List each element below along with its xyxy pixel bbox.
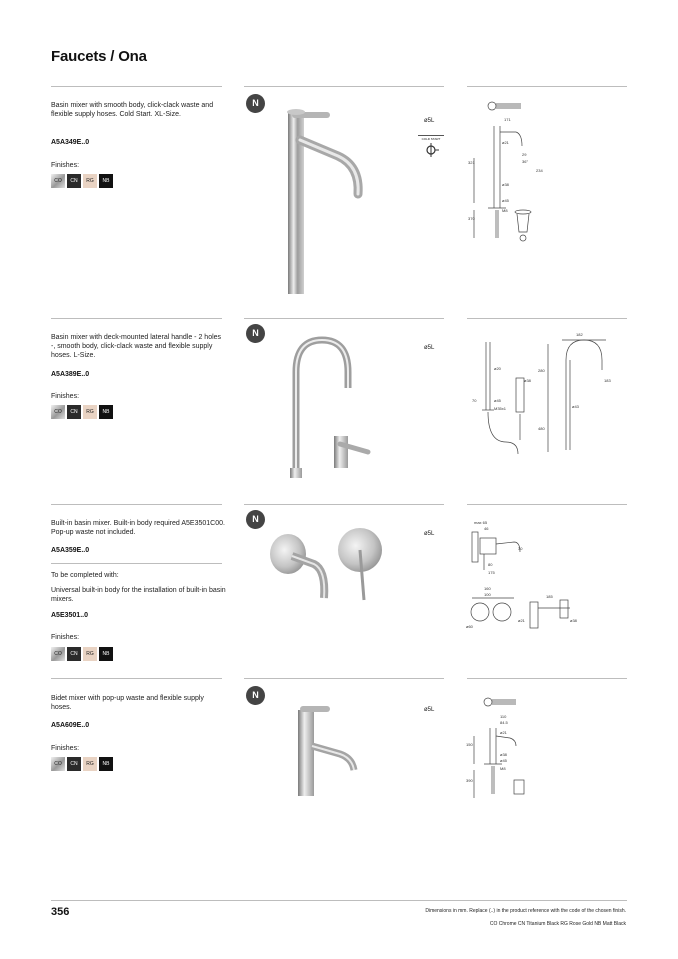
dimension-label: 171 xyxy=(504,117,511,122)
finish-swatch-cn[interactable]: CN xyxy=(67,647,81,661)
divider xyxy=(244,86,444,87)
technical-drawing-4 xyxy=(466,694,566,804)
dimension-label: 100 xyxy=(484,592,491,597)
water-saving-icon: ø5L xyxy=(424,707,435,713)
finish-swatch-cn[interactable]: CN xyxy=(67,174,81,188)
divider xyxy=(51,318,222,319)
divider xyxy=(51,86,222,87)
dimension-label: 280 xyxy=(538,368,545,373)
divider xyxy=(244,504,444,505)
finishes-label: Finishes: xyxy=(51,393,80,400)
dimension-label: ø45 xyxy=(500,758,507,763)
divider xyxy=(467,318,627,319)
dimension-label: 183 xyxy=(604,378,611,383)
dimension-label: 370 xyxy=(468,216,475,221)
divider xyxy=(467,678,627,679)
product-description: Basin mixer with smooth body, click-clack waste and flexible supply hoses. Cold Start. XL-Size. xyxy=(51,102,214,118)
finish-swatches xyxy=(51,174,113,188)
finish-swatch-nb[interactable]: NB xyxy=(99,405,113,419)
new-badge: N xyxy=(246,324,265,343)
product-reference: A5A359E..0 xyxy=(51,547,90,554)
product-photo-l-basin-mixer xyxy=(280,332,420,482)
water-saving-icon: ø5L xyxy=(424,345,435,351)
finish-swatch-co[interactable]: CO xyxy=(51,405,65,419)
complement-description: Universal built-in body for the installation of built-in basin mixers. xyxy=(51,587,226,603)
dimension-label: 110 xyxy=(500,714,507,719)
divider xyxy=(51,504,222,505)
water-saving-icon: ø5L xyxy=(424,531,435,537)
dimension-label: ø20 xyxy=(494,366,501,371)
dimension-label: ø21 xyxy=(502,140,509,145)
dimension-label: 185 xyxy=(546,594,553,599)
product-description: Built-in basin mixer. Built-in body required A5E3501C00. Pop-up waste not included. xyxy=(51,520,225,536)
dimension-label: ø38 xyxy=(570,618,577,623)
complement-label: To be completed with: xyxy=(51,572,119,579)
dimension-label: 29 xyxy=(522,152,527,157)
dimension-label: max 65 xyxy=(474,520,488,525)
cold-start-icon xyxy=(424,142,440,158)
finish-swatch-rg[interactable]: RG xyxy=(83,174,97,188)
product-photo-bidet-mixer xyxy=(284,700,374,800)
page-title: Faucets / Ona xyxy=(51,48,147,65)
dimension-label: ø43 xyxy=(572,404,579,409)
technical-drawing-1 xyxy=(466,98,546,260)
finish-swatches xyxy=(51,405,113,419)
finish-swatch-co[interactable]: CO xyxy=(51,647,65,661)
dimension-label: ø21 xyxy=(518,618,525,623)
product-photo-xl-basin-mixer xyxy=(270,100,410,296)
finishes-label: Finishes: xyxy=(51,745,80,752)
dimension-label: 84.5 xyxy=(500,720,508,725)
dimension-label: 80 xyxy=(488,562,493,567)
dimension-label: ø38 xyxy=(524,378,531,383)
divider xyxy=(51,678,222,679)
footer-note: Dimensions in mm. Replace (..) in the product reference with the code of the chosen finish. xyxy=(425,908,626,914)
finish-swatch-nb[interactable]: NB xyxy=(99,647,113,661)
dimension-label: ø38 xyxy=(500,752,507,757)
finish-swatches xyxy=(51,647,113,661)
dimension-label: 480 xyxy=(538,426,545,431)
dimension-label: 390 xyxy=(466,778,473,783)
finish-swatch-nb[interactable]: NB xyxy=(99,757,113,771)
finish-swatch-rg[interactable]: RG xyxy=(83,757,97,771)
dimension-label: M35x1 xyxy=(494,406,507,411)
complement-reference: A5E3501..0 xyxy=(51,612,88,619)
divider xyxy=(51,563,222,564)
water-saving-icon: ø5L xyxy=(424,118,435,124)
finish-swatch-cn[interactable]: CN xyxy=(67,757,81,771)
dimension-label: ø45 xyxy=(494,398,501,403)
page-number: 356 xyxy=(51,906,70,918)
finishes-label: Finishes: xyxy=(51,634,80,641)
dimension-label: 46 xyxy=(484,526,489,531)
product-photo-built-in-basin-mixer xyxy=(268,520,398,602)
finish-swatch-nb[interactable]: NB xyxy=(99,174,113,188)
dimension-label: 36° xyxy=(522,159,529,164)
product-description: Bidet mixer with pop-up waste and flexible supply hoses. xyxy=(51,695,204,711)
cold-start-label: COLD START xyxy=(418,135,444,141)
dimension-label: 182 xyxy=(576,332,583,337)
dimension-label: 175 xyxy=(488,570,495,575)
finish-swatch-co[interactable]: CO xyxy=(51,757,65,771)
finish-swatches xyxy=(51,757,113,771)
finish-swatch-rg[interactable]: RG xyxy=(83,405,97,419)
product-reference: A5A609E..0 xyxy=(51,722,90,729)
dimension-label: 321 xyxy=(468,160,475,165)
divider xyxy=(467,504,627,505)
dimension-label: 150 xyxy=(466,742,473,747)
new-badge: N xyxy=(246,94,265,113)
divider xyxy=(467,86,627,87)
dimension-label: M8 xyxy=(500,766,506,771)
dimension-label: ø38 xyxy=(502,182,509,187)
finishes-label: Finishes: xyxy=(51,162,80,169)
footer-divider xyxy=(51,900,627,901)
technical-drawing-3 xyxy=(466,518,586,638)
dimension-label: ø60 xyxy=(466,624,473,629)
product-description: Basin mixer with deck-mounted lateral handle - 2 holes -, smooth body, click-clack waste and flexible supply hoses. L-Size. xyxy=(51,334,222,359)
dimension-label: ø21 xyxy=(500,730,507,735)
finish-swatch-rg[interactable]: RG xyxy=(83,647,97,661)
dimension-label: 234 xyxy=(536,168,543,173)
dimension-label: M8 xyxy=(502,208,508,213)
new-badge: N xyxy=(246,686,265,705)
technical-drawing-2 xyxy=(466,330,626,468)
dimension-label: 30 xyxy=(518,546,523,551)
product-reference: A5A349E..0 xyxy=(51,139,90,146)
divider xyxy=(244,678,444,679)
finish-legend: CO Chrome CN Titanium Black RG Rose Gold NB Matt Black xyxy=(489,921,626,927)
dimension-label: ø45 xyxy=(502,198,509,203)
new-badge: N xyxy=(246,510,265,529)
dimension-label: 70 xyxy=(472,398,477,403)
finish-swatch-cn[interactable]: CN xyxy=(67,405,81,419)
dimension-label: 160 xyxy=(484,586,491,591)
divider xyxy=(244,318,444,319)
finish-swatch-co[interactable]: CO xyxy=(51,174,65,188)
waste-drawing xyxy=(513,208,533,248)
product-reference: A5A389E..0 xyxy=(51,371,90,378)
